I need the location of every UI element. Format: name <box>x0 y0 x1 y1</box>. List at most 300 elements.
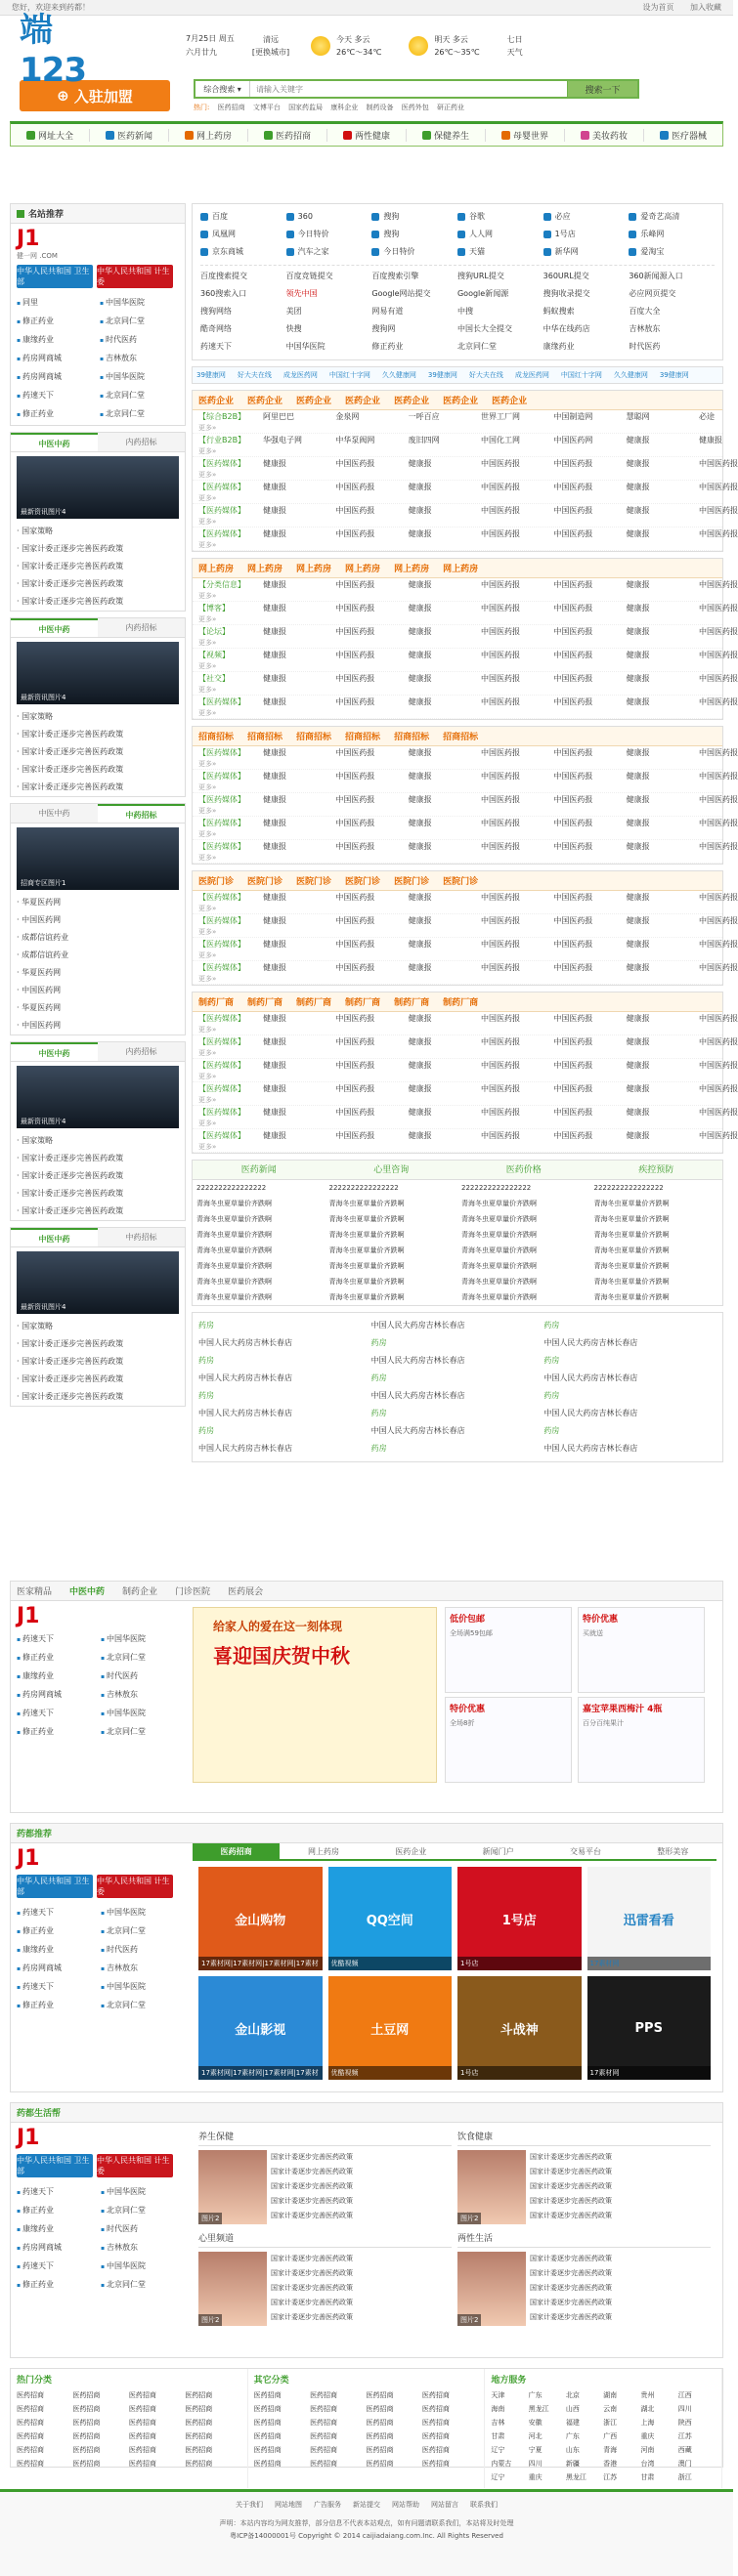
panel-tab[interactable]: 中医中药 <box>11 1228 98 1246</box>
tile-tab[interactable]: 医药企业 <box>395 1847 427 1856</box>
news-photo[interactable] <box>17 456 179 519</box>
row-link[interactable]: 中国医药报 <box>481 892 520 902</box>
category-link[interactable]: 医药招商 <box>253 2460 282 2468</box>
row-link[interactable]: 中国医药报 <box>481 915 520 925</box>
panel-tab[interactable]: 中医中药 <box>11 433 98 451</box>
column-top[interactable]: 2222222222222222 <box>593 1184 664 1192</box>
region-link[interactable]: 天津 <box>491 2391 505 2399</box>
more-link[interactable]: 更多» <box>198 782 217 791</box>
ticker-link[interactable]: 久久健康网 <box>381 371 416 379</box>
row-key[interactable]: 【社交】 <box>198 673 230 683</box>
row-link[interactable]: 健康报 <box>626 939 650 949</box>
row-link[interactable]: 健康报 <box>626 579 650 589</box>
site-tile[interactable] <box>587 1976 712 2080</box>
row-link[interactable]: 健康报 <box>626 603 650 612</box>
row-key[interactable]: 【医药媒体】 <box>198 915 245 925</box>
row-link[interactable]: 中国医药报 <box>553 962 593 972</box>
row-link[interactable]: 健康报 <box>626 1013 650 1023</box>
more-link[interactable]: 更多» <box>198 446 217 455</box>
news-item[interactable]: · 国家计委正逐步完善医药政策 <box>11 593 185 611</box>
brand-link[interactable]: ▪ 药房网商城 <box>17 2239 97 2257</box>
brand-link[interactable]: ▪ 时代医药 <box>101 1941 181 1959</box>
section-tab[interactable]: 医家精品 <box>17 1587 53 1597</box>
site-tile[interactable] <box>328 1976 453 2080</box>
ticker-link[interactable]: 成龙医药网 <box>514 371 549 379</box>
more-link[interactable]: 更多» <box>198 685 217 694</box>
category-title[interactable]: 网上药房 <box>345 565 381 574</box>
column-item[interactable]: 青海冬虫夏草量价齐跌啊 <box>328 1231 405 1239</box>
row-link[interactable]: 中国医药报 <box>481 818 520 827</box>
row-link[interactable]: 健康报 <box>408 1013 432 1023</box>
site-link[interactable]: 百度 <box>200 208 286 226</box>
category-link[interactable]: 医药招商 <box>17 2460 44 2468</box>
row-link[interactable]: 健康报 <box>263 505 286 515</box>
row-link[interactable]: 中国医药报 <box>335 673 375 683</box>
submit-link[interactable]: 百度搜索引擎 <box>371 272 419 280</box>
row-link[interactable]: 中国医药报 <box>699 1036 738 1046</box>
row-link[interactable]: 健康报 <box>263 939 286 949</box>
row-link[interactable]: 健康报 <box>626 482 650 491</box>
row-link[interactable]: 中国医药报 <box>553 794 593 804</box>
row-link[interactable]: 中国医药报 <box>553 673 593 683</box>
article-item[interactable]: 国家计委逐步完善医药政策 <box>530 2299 612 2306</box>
brand-link[interactable]: ▪ 中国华医院 <box>100 294 179 312</box>
row-link[interactable]: 中国医药报 <box>699 1130 738 1140</box>
nav-item[interactable] <box>644 129 722 142</box>
category-link[interactable]: 医药招商 <box>128 2405 156 2413</box>
nav-item[interactable] <box>169 129 248 142</box>
footer-link[interactable]: 广告服务 <box>314 2501 341 2509</box>
row-key[interactable]: 【医药媒体】 <box>198 892 245 902</box>
row-link[interactable]: 中国医药报 <box>481 1036 520 1046</box>
category-title[interactable]: 招商招标 <box>198 733 235 742</box>
column-item[interactable]: 青海冬虫夏草量价齐跌啊 <box>196 1278 272 1286</box>
category-title[interactable]: 网上药房 <box>296 565 332 574</box>
row-link[interactable]: 健康报 <box>408 1107 432 1117</box>
region-link[interactable]: 河南 <box>640 2446 655 2454</box>
brand-link[interactable]: ▪ 北京同仁堂 <box>101 2202 181 2219</box>
region-link[interactable]: 广东 <box>565 2432 580 2440</box>
news-item[interactable]: · 国家计委正逐步完善医药政策 <box>11 779 185 796</box>
category-link[interactable]: 医药招商 <box>17 2405 44 2413</box>
row-link[interactable]: 健康报 <box>408 1060 432 1070</box>
row-link[interactable]: 健康报 <box>408 841 432 851</box>
row-link[interactable]: 健康报 <box>626 1130 650 1140</box>
row-link[interactable]: 中国医药报 <box>335 579 375 589</box>
submit-link[interactable]: 百度竞链提交 <box>285 272 333 280</box>
submit-link[interactable]: 修正药业 <box>371 342 404 351</box>
row-link[interactable]: 中国制造网 <box>553 411 593 421</box>
news-item[interactable]: · 成都信谊药业 <box>11 929 185 947</box>
family-planning-badge[interactable]: 中华人民共和国 计生委 <box>97 2154 173 2177</box>
row-link[interactable]: 健康报 <box>626 650 650 659</box>
row-link[interactable]: 中国医药报 <box>481 1060 520 1070</box>
column-item[interactable]: 青海冬虫夏草量价齐跌啊 <box>593 1215 670 1223</box>
article-head[interactable]: 饮食健康 <box>457 2129 711 2146</box>
pharmacy-link[interactable]: 药房 <box>543 1321 560 1330</box>
article-image[interactable] <box>457 2150 526 2224</box>
region-link[interactable]: 内蒙古 <box>491 2460 512 2468</box>
row-link[interactable]: 中国医药报 <box>699 818 738 827</box>
panel-tab[interactable]: 中医中药 <box>11 1042 98 1061</box>
news-photo[interactable] <box>17 827 179 890</box>
category-link[interactable]: 医药招商 <box>185 2405 213 2413</box>
category-link[interactable]: 医药招商 <box>253 2405 282 2413</box>
ticker-link[interactable]: 39健康网 <box>196 371 226 379</box>
row-link[interactable]: 中国医药报 <box>553 915 593 925</box>
more-link[interactable]: 更多» <box>198 470 217 479</box>
brand-link[interactable]: ▪ 康缘药业 <box>17 1668 97 1685</box>
article-item[interactable]: 国家计委逐步完善医药政策 <box>530 2284 612 2292</box>
row-link[interactable]: 金泉网 <box>335 411 360 421</box>
category-title[interactable]: 医药企业 <box>345 397 381 406</box>
ticker-link[interactable]: 久久健康网 <box>613 371 648 379</box>
brand-link[interactable]: ▪ 修正药业 <box>17 313 96 330</box>
submit-link[interactable]: 搜狗网 <box>371 324 396 333</box>
submit-link[interactable]: 360URL提交 <box>543 272 589 280</box>
brand-link[interactable]: ▪ 北京同仁堂 <box>101 2276 181 2294</box>
brand-link[interactable]: ▪ 药速天下 <box>17 2183 97 2201</box>
category-link[interactable]: 医药招商 <box>421 2419 450 2427</box>
column-item[interactable]: 青海冬虫夏草量价齐跌啊 <box>328 1215 405 1223</box>
health-ministry-badge[interactable]: 中华人民共和国 卫生部 <box>17 1875 93 1898</box>
column-item[interactable]: 青海冬虫夏草量价齐跌啊 <box>593 1231 670 1239</box>
row-link[interactable]: 中国医药报 <box>699 528 738 538</box>
row-link[interactable]: 健康报 <box>626 528 650 538</box>
submit-link[interactable]: Google网站提交 <box>371 289 431 298</box>
row-link[interactable]: 健康报 <box>408 697 432 706</box>
row-link[interactable]: 中国医药报 <box>335 603 375 612</box>
row-link[interactable]: 中国医药报 <box>553 505 593 515</box>
row-link[interactable]: 中国医药报 <box>553 1083 593 1093</box>
row-link[interactable]: 健康报 <box>263 892 286 902</box>
row-link[interactable]: 中国医药报 <box>699 458 738 468</box>
brand-link[interactable]: ▪ 康缘药业 <box>17 2220 97 2238</box>
category-title[interactable]: 医药企业 <box>247 397 283 406</box>
brand-link[interactable]: ▪ 药房网商城 <box>17 350 96 367</box>
column-item[interactable]: 青海冬虫夏草量价齐跌啊 <box>461 1246 537 1254</box>
row-key[interactable]: 【综合B2B】 <box>198 411 246 421</box>
row-link[interactable]: 中国医药报 <box>481 673 520 683</box>
category-link[interactable]: 医药招商 <box>310 2419 338 2427</box>
row-link[interactable]: 中国医药报 <box>699 1107 738 1117</box>
row-link[interactable]: 健康报 <box>408 603 432 612</box>
row-key[interactable]: 【医药媒体】 <box>198 747 245 757</box>
hot-keyword[interactable]: 文博平台 <box>252 104 281 111</box>
news-item[interactable]: · 国家计委正逐步完善医药政策 <box>11 1353 185 1371</box>
search-button[interactable]: 搜索一下 <box>567 81 637 97</box>
j1-logo[interactable]: J1 <box>17 2126 40 2150</box>
submit-link[interactable]: 中国华医院 <box>285 342 326 351</box>
column-item[interactable]: 青海冬虫夏草量价齐跌啊 <box>328 1293 405 1301</box>
pharmacy-link[interactable]: 药房 <box>370 1373 387 1382</box>
row-link[interactable]: 健康报 <box>263 673 286 683</box>
region-link[interactable]: 新疆 <box>565 2460 580 2468</box>
row-link[interactable]: 中国医药报 <box>335 771 375 781</box>
category-title[interactable]: 医院门诊 <box>247 877 283 887</box>
row-link[interactable]: 健康报 <box>408 915 432 925</box>
region-link[interactable]: 云南 <box>603 2405 618 2413</box>
pharmacy-link[interactable]: 药房 <box>370 1444 387 1453</box>
region-link[interactable]: 西藏 <box>677 2446 692 2454</box>
category-link[interactable]: 医药招商 <box>128 2446 156 2454</box>
region-link[interactable]: 辽宁 <box>491 2446 505 2454</box>
category-link[interactable]: 医药招商 <box>421 2460 450 2468</box>
more-link[interactable]: 更多» <box>198 708 217 717</box>
row-link[interactable]: 中国医药报 <box>481 939 520 949</box>
row-key[interactable]: 【医药媒体】 <box>198 1060 245 1070</box>
category-link[interactable]: 医药招商 <box>253 2432 282 2440</box>
row-link[interactable]: 中国医药报 <box>481 1130 520 1140</box>
submit-link[interactable]: 中华在线药店 <box>543 324 590 333</box>
nav-item[interactable] <box>248 129 327 142</box>
column-item[interactable]: 青海冬虫夏草量价齐跌啊 <box>328 1246 405 1254</box>
news-item[interactable]: · 国家计委正逐步完善医药政策 <box>11 540 185 558</box>
section-tab[interactable]: 中医中药 <box>69 1587 106 1597</box>
pharmacy-link[interactable]: 中国人民大药房吉林长春店 <box>370 1391 465 1400</box>
category-title[interactable]: 医药企业 <box>443 397 479 406</box>
pharmacy-link[interactable]: 中国人民大药房吉林长春店 <box>198 1444 292 1453</box>
article-item[interactable]: 国家计委逐步完善医药政策 <box>271 2255 353 2262</box>
category-title[interactable]: 医院门诊 <box>443 877 479 887</box>
row-key[interactable]: 【医药媒体】 <box>198 482 245 491</box>
row-link[interactable]: 中国医药报 <box>553 650 593 659</box>
brand-link[interactable]: ▪ 中国华医院 <box>101 1904 181 1921</box>
brand-link[interactable]: ▪ 吉林敖东 <box>101 1686 181 1704</box>
brand-link[interactable]: ▪ 修正药业 <box>17 1922 97 1940</box>
row-link[interactable]: 中国医药报 <box>553 892 593 902</box>
row-link[interactable]: 中国医药报 <box>481 1107 520 1117</box>
row-link[interactable]: 健康报 <box>626 915 650 925</box>
brand-link[interactable]: ▪ 北京同仁堂 <box>100 405 179 423</box>
brand-link[interactable]: ▪ 北京同仁堂 <box>100 313 179 330</box>
row-link[interactable]: 健康报 <box>408 579 432 589</box>
article-item[interactable]: 国家计委逐步完善医药政策 <box>271 2313 353 2321</box>
submit-link[interactable]: 网易有道 <box>371 307 404 316</box>
submit-link[interactable]: 领先中国 <box>285 289 318 298</box>
row-link[interactable]: 中国医药报 <box>481 650 520 659</box>
category-title[interactable]: 医院门诊 <box>296 877 332 887</box>
promo-card[interactable] <box>578 1607 705 1693</box>
brand-link[interactable]: ▪ 药房网商城 <box>17 368 96 386</box>
more-link[interactable]: 更多» <box>198 591 217 600</box>
row-link[interactable]: 健康报 <box>263 1130 286 1140</box>
category-link[interactable]: 医药招商 <box>72 2405 101 2413</box>
category-title[interactable]: 制药厂商 <box>443 998 479 1008</box>
panel-tab[interactable]: 内药招标 <box>98 1042 185 1061</box>
row-link[interactable]: 中国医药报 <box>553 747 593 757</box>
region-link[interactable]: 四川 <box>528 2460 543 2468</box>
row-link[interactable]: 健康报 <box>626 1036 650 1046</box>
footer-link[interactable]: 联系我们 <box>470 2501 498 2509</box>
row-link[interactable]: 健康报 <box>626 673 650 683</box>
row-link[interactable]: 中国医药报 <box>553 1107 593 1117</box>
region-link[interactable]: 福建 <box>565 2419 580 2427</box>
region-link[interactable]: 四川 <box>677 2405 692 2413</box>
brand-link[interactable]: ▪ 药速天下 <box>17 1904 97 1921</box>
category-link[interactable]: 医药招商 <box>366 2419 394 2427</box>
column-item[interactable]: 青海冬虫夏草量价齐跌啊 <box>196 1293 272 1301</box>
brand-link[interactable]: ▪ 康缘药业 <box>17 331 96 349</box>
row-link[interactable]: 中国医药报 <box>335 528 375 538</box>
brand-link[interactable]: ▪ 药房网商城 <box>17 1686 97 1704</box>
row-link[interactable]: 中国医药报 <box>335 697 375 706</box>
pharmacy-link[interactable]: 药房 <box>370 1338 387 1347</box>
category-link[interactable]: 医药招商 <box>72 2391 101 2399</box>
column-item[interactable]: 青海冬虫夏草量价齐跌啊 <box>461 1200 537 1207</box>
row-link[interactable]: 健康报 <box>263 962 286 972</box>
j1-logo[interactable]: J1 <box>17 227 40 251</box>
row-link[interactable]: 中国医药报 <box>699 482 738 491</box>
submit-link[interactable]: 时代医药 <box>629 342 661 351</box>
article-item[interactable]: 国家计委逐步完善医药政策 <box>271 2153 353 2161</box>
region-link[interactable]: 吉林 <box>491 2419 505 2427</box>
row-link[interactable]: 中国医药报 <box>335 962 375 972</box>
more-link[interactable]: 更多» <box>198 661 217 670</box>
category-link[interactable]: 医药招商 <box>366 2432 394 2440</box>
row-link[interactable]: 健康报 <box>626 747 650 757</box>
site-tile[interactable] <box>587 1867 712 1970</box>
row-link[interactable]: 必途 <box>699 411 715 421</box>
submit-link[interactable]: 酷奇网络 <box>200 324 232 333</box>
brand-link[interactable]: ▪ 吉林敖东 <box>101 1960 181 1977</box>
row-link[interactable]: 中国医药报 <box>699 650 738 659</box>
pharmacy-link[interactable]: 中国人民大药房吉林长春店 <box>543 1338 638 1347</box>
row-link[interactable]: 健康报 <box>408 528 432 538</box>
row-link[interactable]: 中国医药报 <box>553 1013 593 1023</box>
column-item[interactable]: 青海冬虫夏草量价齐跌啊 <box>461 1293 537 1301</box>
row-key[interactable]: 【医药媒体】 <box>198 1036 245 1046</box>
row-link[interactable]: 健康报 <box>263 1083 286 1093</box>
row-link[interactable]: 健康报 <box>626 892 650 902</box>
hot-keyword[interactable]: 医药外包 <box>401 104 429 111</box>
row-link[interactable]: 健康报 <box>408 1083 432 1093</box>
row-link[interactable]: 中国医药报 <box>699 626 738 636</box>
row-key[interactable]: 【医药媒体】 <box>198 794 245 804</box>
column-item[interactable]: 青海冬虫夏草量价齐跌啊 <box>461 1262 537 1270</box>
row-key[interactable]: 【医药媒体】 <box>198 1013 245 1023</box>
row-link[interactable]: 健康报 <box>626 458 650 468</box>
category-title[interactable]: 医院门诊 <box>345 877 381 887</box>
row-link[interactable]: 健康报 <box>626 841 650 851</box>
row-key[interactable]: 【医药媒体】 <box>198 1083 245 1093</box>
row-key[interactable]: 【医药媒体】 <box>198 962 245 972</box>
site-tile[interactable] <box>198 1867 323 1970</box>
brand-link[interactable]: ▪ 药速天下 <box>17 1705 97 1722</box>
row-link[interactable]: 中国医药报 <box>699 603 738 612</box>
row-link[interactable]: 中国医药报 <box>481 962 520 972</box>
nav-item[interactable] <box>486 129 565 142</box>
row-link[interactable]: 健康报 <box>408 892 432 902</box>
nav-item[interactable] <box>90 129 169 142</box>
row-link[interactable]: 中国化工网 <box>481 435 520 444</box>
news-item[interactable]: · 华夏医药网 <box>11 894 185 911</box>
section-tab[interactable]: 医药展会 <box>228 1587 264 1597</box>
row-link[interactable]: 健康报 <box>626 626 650 636</box>
more-link[interactable]: 更多» <box>198 540 217 549</box>
category-link[interactable]: 医药招商 <box>185 2419 213 2427</box>
news-item[interactable]: · 国家策略 <box>11 523 185 540</box>
row-link[interactable]: 健康报 <box>626 771 650 781</box>
row-link[interactable]: 中国医药报 <box>699 841 738 851</box>
column-top[interactable]: 2222222222222222 <box>328 1184 399 1192</box>
row-link[interactable]: 健康报 <box>263 482 286 491</box>
row-link[interactable]: 健康报 <box>626 697 650 706</box>
article-head[interactable]: 两性生活 <box>457 2230 711 2248</box>
column-item[interactable]: 青海冬虫夏草量价齐跌啊 <box>593 1278 670 1286</box>
category-link[interactable]: 医药招商 <box>366 2391 394 2399</box>
row-link[interactable]: 中国医药报 <box>335 482 375 491</box>
ticker-link[interactable]: 中国红十字网 <box>328 371 370 379</box>
category-title[interactable]: 制药厂商 <box>296 998 332 1008</box>
category-link[interactable]: 医药招商 <box>253 2419 282 2427</box>
row-key[interactable]: 【医药媒体】 <box>198 528 245 538</box>
more-link[interactable]: 更多» <box>198 853 217 862</box>
category-link[interactable]: 医药招商 <box>421 2432 450 2440</box>
news-item[interactable]: · 国家计委正逐步完善医药政策 <box>11 1335 185 1353</box>
more-link[interactable]: 更多» <box>198 423 217 432</box>
row-key[interactable]: 【行业B2B】 <box>198 435 246 444</box>
row-link[interactable]: 中国医药报 <box>481 747 520 757</box>
hot-keyword[interactable]: 康科企业 <box>330 104 359 111</box>
submit-link[interactable]: Google新闻源 <box>456 289 509 298</box>
news-item[interactable]: · 中国医药网 <box>11 1017 185 1035</box>
category-link[interactable]: 医药招商 <box>310 2432 338 2440</box>
row-link[interactable]: 中国医药报 <box>699 505 738 515</box>
brand-link[interactable]: ▪ 同里 <box>17 294 96 312</box>
row-link[interactable]: 中国医药报 <box>335 747 375 757</box>
brand-link[interactable]: ▪ 时代医药 <box>101 1668 181 1685</box>
brand-link[interactable]: ▪ 吉林敖东 <box>101 2239 181 2257</box>
region-link[interactable]: 广东 <box>528 2391 543 2399</box>
row-link[interactable]: 中国医药报 <box>335 794 375 804</box>
row-link[interactable]: 中国医药报 <box>553 1130 593 1140</box>
category-title[interactable]: 制药厂商 <box>345 998 381 1008</box>
article-item[interactable]: 国家计委逐步完善医药政策 <box>530 2212 612 2219</box>
submit-link[interactable]: 搜狗收录提交 <box>543 289 590 298</box>
brand-link[interactable]: ▪ 中国华医院 <box>100 368 179 386</box>
category-link[interactable]: 医药招商 <box>185 2460 213 2468</box>
category-link[interactable]: 医药招商 <box>17 2446 44 2454</box>
region-link[interactable]: 江西 <box>677 2391 692 2399</box>
ticker-link[interactable]: 39健康网 <box>659 371 689 379</box>
row-key[interactable]: 【医药媒体】 <box>198 1130 245 1140</box>
row-key[interactable]: 【分类信息】 <box>198 579 245 589</box>
row-link[interactable]: 中国医药报 <box>481 771 520 781</box>
panel-tab[interactable]: 中医中药 <box>11 618 98 637</box>
nav-item[interactable] <box>11 129 90 142</box>
row-key[interactable]: 【医药媒体】 <box>198 458 245 468</box>
row-link[interactable]: 健康报 <box>408 1036 432 1046</box>
submit-link[interactable]: 康缘药业 <box>543 342 575 351</box>
category-title[interactable]: 网上药房 <box>394 565 430 574</box>
pharmacy-link[interactable]: 药房 <box>198 1321 214 1330</box>
row-link[interactable]: 中国医药报 <box>481 697 520 706</box>
region-link[interactable]: 甘肃 <box>640 2473 655 2481</box>
site-tile[interactable] <box>457 1867 582 1970</box>
footer-link[interactable]: 关于我们 <box>236 2501 263 2509</box>
row-link[interactable]: 中国医药报 <box>553 818 593 827</box>
news-item[interactable]: · 华夏医药网 <box>11 964 185 982</box>
row-link[interactable]: 健康报 <box>408 818 432 827</box>
submit-link[interactable]: 中搜 <box>456 307 473 316</box>
region-link[interactable]: 广西 <box>603 2432 618 2440</box>
article-item[interactable]: 国家计委逐步完善医药政策 <box>271 2269 353 2277</box>
row-link[interactable]: 中国医药报 <box>699 962 738 972</box>
category-title[interactable]: 网上药房 <box>247 565 283 574</box>
row-link[interactable]: 中国医药报 <box>699 579 738 589</box>
row-link[interactable]: 中国医药报 <box>481 841 520 851</box>
